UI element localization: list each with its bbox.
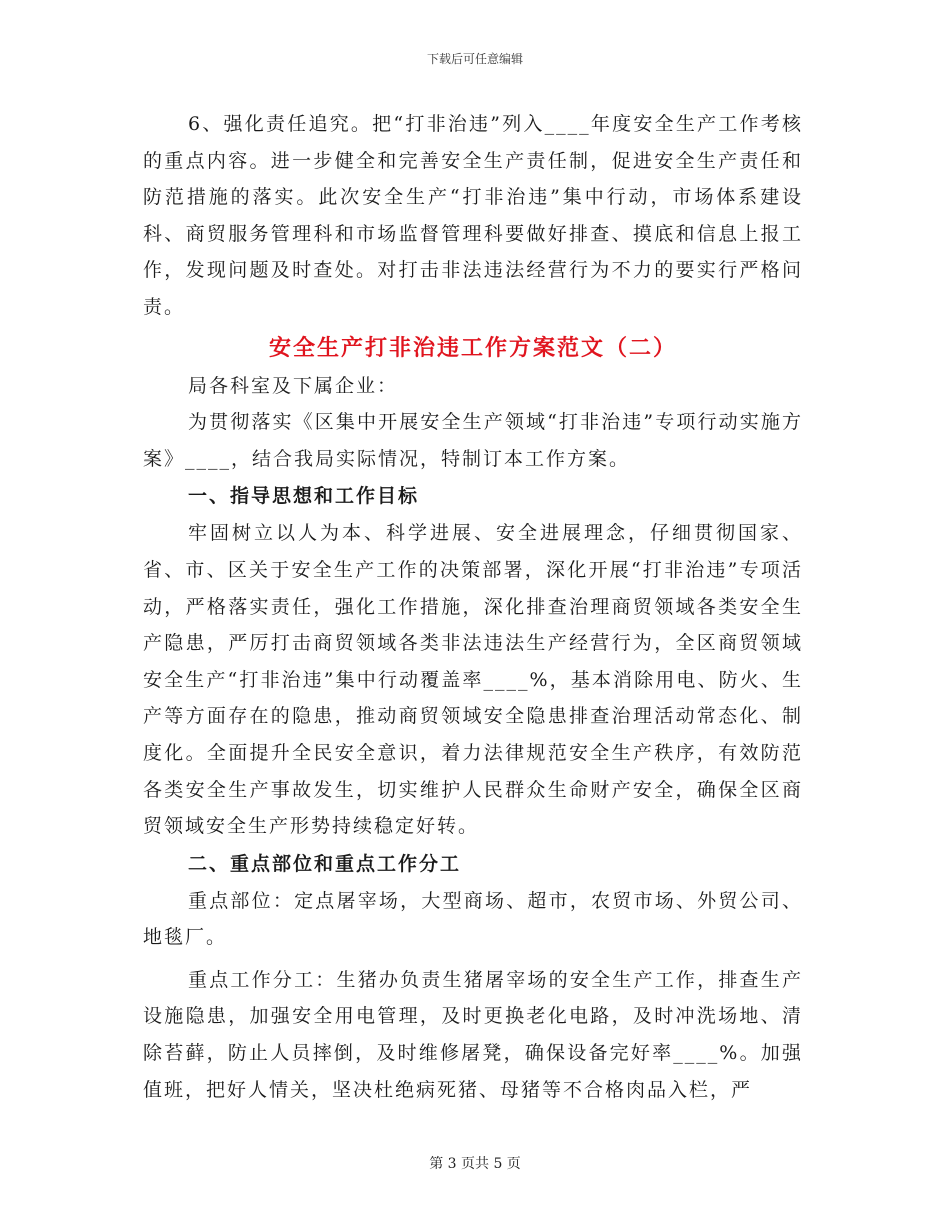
intro-paragraph: 为贯彻落实《区集中开展安全生产领域“打非治违”专项行动实施方案》____，结合我局实际情况，特制订本工作方案。 [143,411,803,470]
page-footer: 第 3 页共 5 页 [429,1156,521,1172]
greeting-line: 局各科室及下属企业： [188,374,399,397]
page-header: 下载后可任意编辑 [426,52,523,66]
work-division-paragraph: 重点工作分工：生猪办负责生猪屠宰场的安全生产工作，排查生产设施隐患，加强安全用电管理，及时更换老化电路，及时冲洗场地、清除苔藓，防止人员摔倒，及时维修屠凳，确保设备完好率____%。加强值班，把好人情关，坚决杜绝病死猪、母猪等不合格肉品入栏，严 [143,968,803,1101]
section-heading-1: 一、指导思想和工作目标 [188,485,420,508]
section-1-paragraph: 牢固树立以人为本、科学进展、安全进展理念，仔细贯彻国家、省、市、区关于安全生产工作的决策部署，深化开展“打非治违”专项活动，严格落实责任，强化工作措施，深化排查治理商贸领域各类安全生产隐患，严厉打击商贸领域各类非法违法生产经营行为，全区商贸领域安全生产“打非治违”集中行动覆盖率____%，基本消除用电、防火、生产等方面存在的隐患，推动商贸领域安全隐患排查治理活动常态化、制度化。全面提升全民安全意识，着力法律规范安全生产秩序，有效防范各类安全生产事故发生，切实维护人民群众生命财产安全，确保全区商贸领域安全生产形势持续稳定好转。 [143,522,803,838]
document-title: 安全生产打非治违工作方案范文（二） [268,334,677,361]
paragraph-accountability: 6、强化责任追究。把“打非治违”列入____年度安全生产工作考核的重点内容。进一步健全和完善安全生产责任制，促进安全生产责任和防范措施的落实。此次安全生产“打非治违”集中行动，市场体系建设科、商贸服务管理科和市场监督管理科要做好排查、摸底和信息上报工作，发现问题及时查处。对打击非法违法经营行为不力的要实行严格问责。 [143,113,803,318]
section-heading-2: 二、重点部位和重点工作分工 [188,852,462,875]
document-body [143,106,803,1108]
key-locations-paragraph: 重点部位：定点屠宰场，大型商场、超市，农贸市场、外贸公司、地毯厂。 [143,889,803,949]
